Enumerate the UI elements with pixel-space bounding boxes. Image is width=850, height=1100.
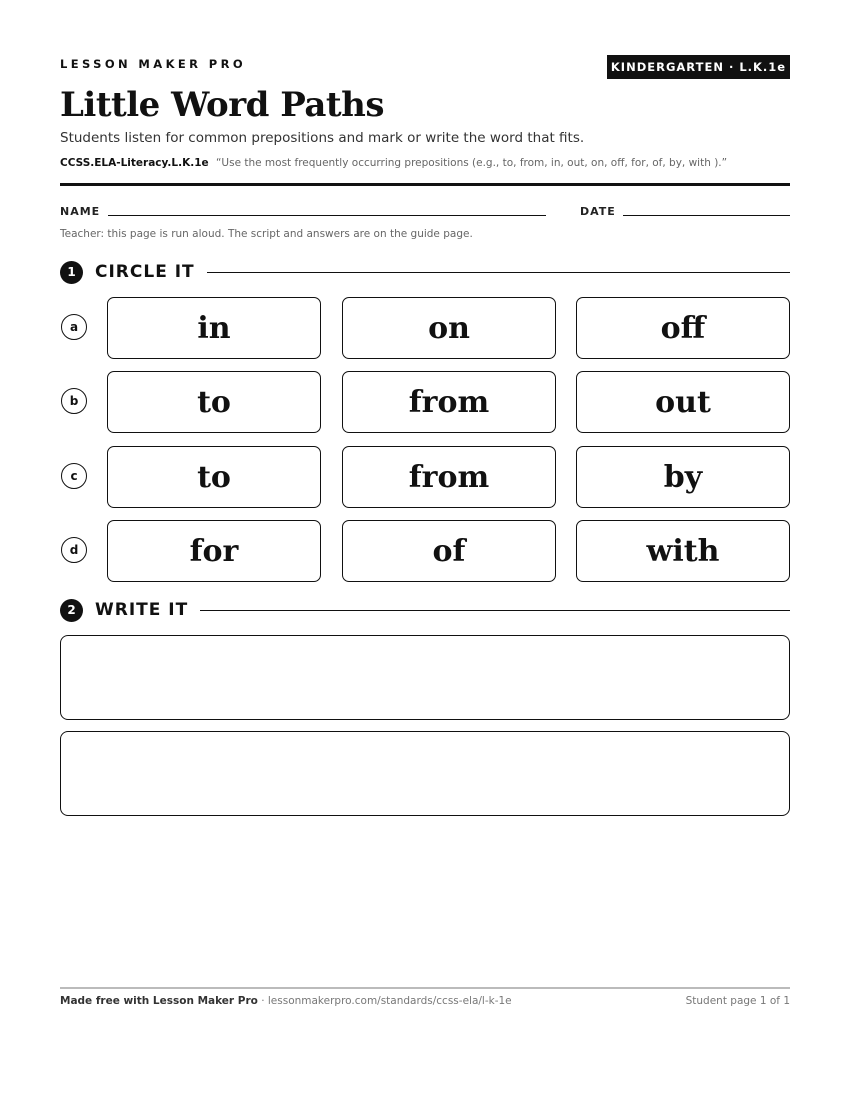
name-field[interactable] [108, 215, 546, 216]
footer-url[interactable]: · lessonmakerpro.com/standards/ccss-ela/l-k-1e [257, 995, 512, 1007]
word-option[interactable]: out [576, 371, 790, 433]
row-letter-d: d [61, 537, 87, 563]
word-option[interactable]: from [342, 371, 556, 433]
word-option[interactable]: by [576, 446, 790, 508]
word-option[interactable]: on [342, 297, 556, 359]
word-option[interactable]: from [342, 446, 556, 508]
row-letter-b: b [61, 388, 87, 414]
grade-badge: KINDERGARTEN · L.K.1e [607, 55, 790, 79]
footer-divider [60, 987, 790, 989]
page-title: Little Word Paths [60, 85, 384, 125]
word-option[interactable]: in [107, 297, 321, 359]
footer-credit [60, 995, 512, 1007]
standard-code: CCSS.ELA-Literacy.L.K.1e [60, 157, 209, 169]
write-answer-box[interactable] [60, 731, 790, 816]
word-option[interactable]: to [107, 371, 321, 433]
row-letter-c: c [61, 463, 87, 489]
word-option[interactable]: for [107, 520, 321, 582]
row-letter-a: a [61, 314, 87, 340]
name-label: NAME [60, 205, 101, 218]
word-option[interactable]: off [576, 297, 790, 359]
section-circle-it-header [60, 260, 790, 284]
brand-name: LESSON MAKER PRO [60, 57, 247, 71]
section-number: 2 [60, 599, 83, 622]
footer-page-number: Student page 1 of 1 [685, 995, 790, 1007]
word-option[interactable]: of [342, 520, 556, 582]
section-title: CIRCLE IT [95, 262, 195, 282]
page-subtitle: Students listen for common prepositions and mark or write the word that fits. [60, 130, 585, 146]
word-option[interactable]: with [576, 520, 790, 582]
section-title: WRITE IT [95, 600, 189, 620]
section-number: 1 [60, 261, 83, 284]
header-divider [60, 183, 790, 186]
date-label: DATE [580, 205, 616, 218]
section-write-it-header [60, 598, 790, 622]
date-field[interactable] [623, 215, 790, 216]
footer-made-with: Made free with Lesson Maker Pro [60, 995, 258, 1007]
standard-quote: “Use the most frequently occurring prepositions (e.g., to, from, in, out, on, off, for, of, by, with ).” [215, 157, 728, 169]
standard-line [60, 157, 727, 169]
section-rule [207, 272, 790, 273]
teacher-note: Teacher: this page is run aloud. The script and answers are on the guide page. [60, 228, 473, 240]
word-option[interactable]: to [107, 446, 321, 508]
section-rule [200, 610, 790, 611]
write-answer-box[interactable] [60, 635, 790, 720]
